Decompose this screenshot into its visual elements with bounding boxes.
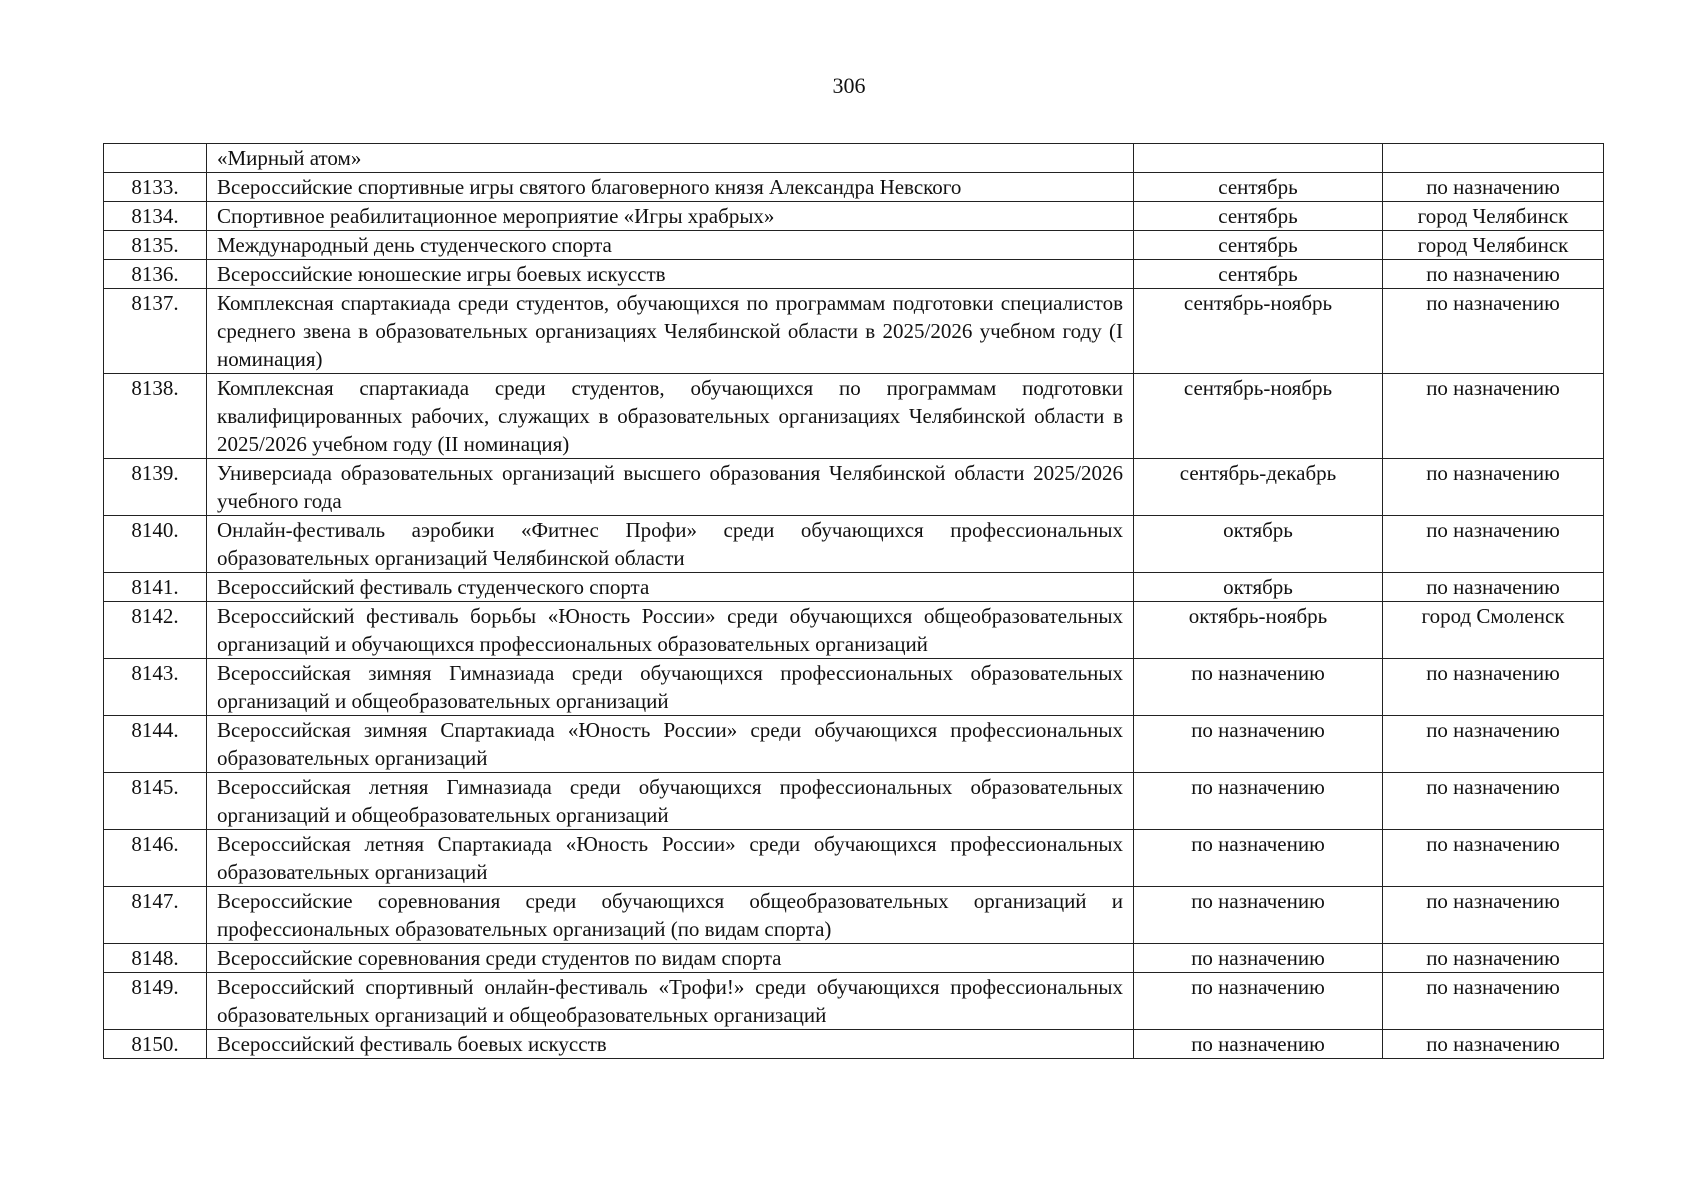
row-number: 8145. [104,773,207,830]
event-place: по назначению [1383,459,1604,516]
table-row [104,459,1604,516]
event-date: сентябрь-декабрь [1134,459,1383,516]
row-number: 8139. [104,459,207,516]
row-number: 8133. [104,173,207,202]
event-place: по назначению [1383,573,1604,602]
event-date: по назначению [1134,944,1383,973]
table-row [104,973,1604,1030]
event-name: Всероссийский фестиваль борьбы «Юность России» среди обучающихся общеобразовательных организаций и обучающихся профессиональных образовательных организаций [207,602,1134,659]
event-place: город Челябинск [1383,231,1604,260]
row-number: 8147. [104,887,207,944]
table-row [104,374,1604,459]
table-row [104,173,1604,202]
event-name: Универсиада образовательных организаций высшего образования Челябинской области 2025/2026 учебного года [207,459,1134,516]
events-table-body [104,144,1604,1059]
table-row [104,573,1604,602]
event-date [1134,144,1383,173]
table-row [104,773,1604,830]
event-place: по назначению [1383,887,1604,944]
events-table [103,143,1604,1059]
row-number: 8134. [104,202,207,231]
event-name: Всероссийские юношеские игры боевых искусств [207,260,1134,289]
event-name: Всероссийская летняя Спартакиада «Юность России» среди обучающихся профессиональных образовательных организаций [207,830,1134,887]
event-place: по назначению [1383,1030,1604,1059]
event-place: по назначению [1383,716,1604,773]
event-date: сентябрь-ноябрь [1134,289,1383,374]
table-row [104,231,1604,260]
event-place: по назначению [1383,944,1604,973]
event-place: по назначению [1383,374,1604,459]
row-number: 8138. [104,374,207,459]
event-place: по назначению [1383,260,1604,289]
table-row [104,716,1604,773]
event-name: Всероссийские соревнования среди студентов по видам спорта [207,944,1134,973]
event-place: по назначению [1383,516,1604,573]
event-date: сентябрь-ноябрь [1134,374,1383,459]
event-place: по назначению [1383,659,1604,716]
event-date: по назначению [1134,973,1383,1030]
row-number: 8135. [104,231,207,260]
event-name: Всероссийская зимняя Гимназиада среди обучающихся профессиональных образовательных организаций и общеобразовательных организаций [207,659,1134,716]
row-number: 8137. [104,289,207,374]
row-number: 8149. [104,973,207,1030]
event-date: по назначению [1134,1030,1383,1059]
event-place: по назначению [1383,973,1604,1030]
table-row [104,202,1604,231]
event-name: Комплексная спартакиада среди студентов, обучающихся по программам подготовки квалифицированных рабочих, служащих в образовательных организациях Челябинской области в 2025/2026 учебном году (II номинация) [207,374,1134,459]
row-number: 8142. [104,602,207,659]
event-name: Всероссийский фестиваль студенческого спорта [207,573,1134,602]
table-row [104,516,1604,573]
event-name: Всероссийская летняя Гимназиада среди обучающихся профессиональных образовательных организаций и общеобразовательных организаций [207,773,1134,830]
row-number: 8140. [104,516,207,573]
row-number: 8150. [104,1030,207,1059]
table-row [104,260,1604,289]
table-row [104,659,1604,716]
event-date: по назначению [1134,716,1383,773]
event-place: город Смоленск [1383,602,1604,659]
row-number: 8148. [104,944,207,973]
page-number: 306 [832,73,866,98]
event-name: Спортивное реабилитационное мероприятие «Игры храбрых» [207,202,1134,231]
table-row [104,144,1604,173]
event-date: сентябрь [1134,260,1383,289]
event-name: Всероссийский фестиваль боевых искусств [207,1030,1134,1059]
event-date: по назначению [1134,830,1383,887]
table-row [104,887,1604,944]
row-number: 8136. [104,260,207,289]
event-date: октябрь [1134,516,1383,573]
event-date: по назначению [1134,773,1383,830]
event-name: Всероссийские соревнования среди обучающихся общеобразовательных организаций и профессиональных образовательных организаций (по видам спорта) [207,887,1134,944]
event-date: сентябрь [1134,173,1383,202]
event-name: Международный день студенческого спорта [207,231,1134,260]
row-number: 8141. [104,573,207,602]
event-date: по назначению [1134,659,1383,716]
event-date: сентябрь [1134,231,1383,260]
event-date: октябрь [1134,573,1383,602]
event-place: по назначению [1383,173,1604,202]
event-place: по назначению [1383,773,1604,830]
event-place: город Челябинск [1383,202,1604,231]
event-date: сентябрь [1134,202,1383,231]
row-number: 8143. [104,659,207,716]
table-row [104,944,1604,973]
event-place: по назначению [1383,289,1604,374]
event-place: по назначению [1383,830,1604,887]
event-name: Всероссийская зимняя Спартакиада «Юность России» среди обучающихся профессиональных образовательных организаций [207,716,1134,773]
table-row [104,289,1604,374]
table-row [104,830,1604,887]
event-name: Всероссийские спортивные игры святого благоверного князя Александра Невского [207,173,1134,202]
table-row [104,1030,1604,1059]
row-number: 8146. [104,830,207,887]
event-name: «Мирный атом» [207,144,1134,173]
event-date: по назначению [1134,887,1383,944]
row-number [104,144,207,173]
event-name: Комплексная спартакиада среди студентов, обучающихся по программам подготовки специалистов среднего звена в образовательных организациях Челябинской области в 2025/2026 учебном году (I номинация) [207,289,1134,374]
event-name: Всероссийский спортивный онлайн-фестиваль «Трофи!» среди обучающихся профессиональных образовательных организаций и общеобразовательных организаций [207,973,1134,1030]
table-row [104,602,1604,659]
event-name: Онлайн-фестиваль аэробики «Фитнес Профи» среди обучающихся профессиональных образовательных организаций Челябинской области [207,516,1134,573]
row-number: 8144. [104,716,207,773]
event-place [1383,144,1604,173]
event-date: октябрь-ноябрь [1134,602,1383,659]
